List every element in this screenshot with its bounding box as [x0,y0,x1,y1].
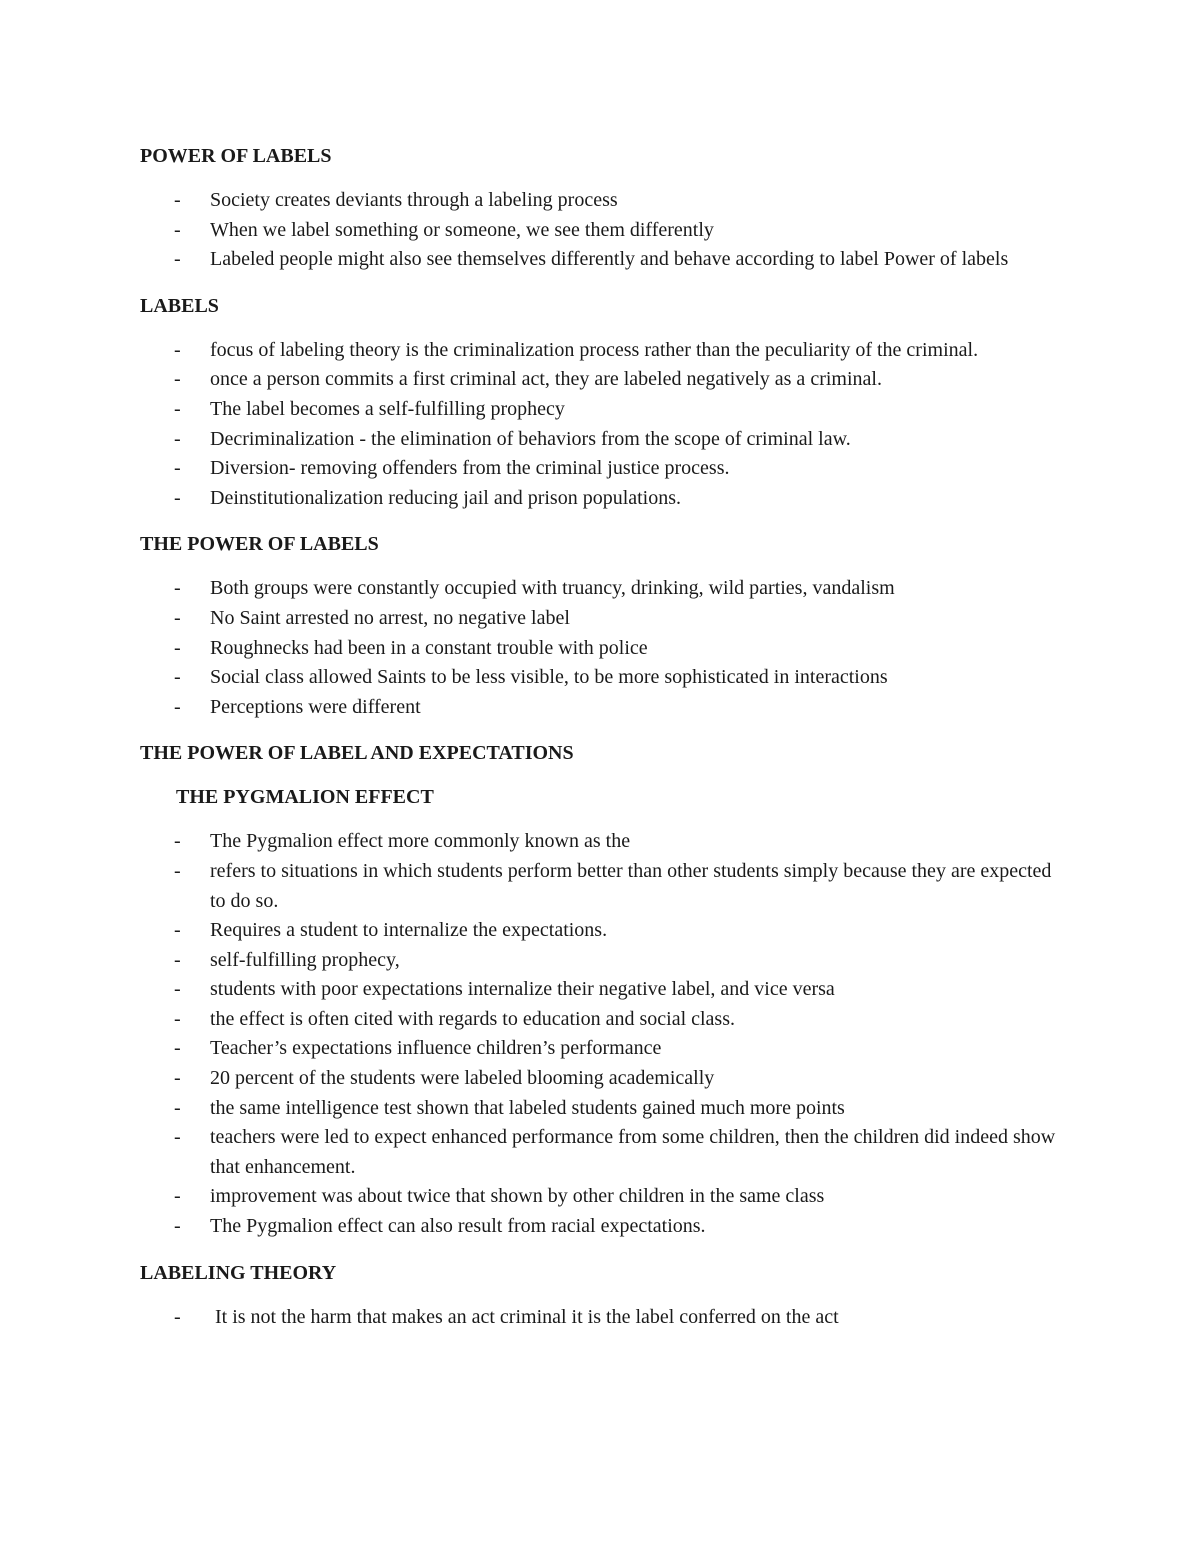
bullet-dash: - [174,577,181,600]
bullet-dash: - [174,606,181,629]
bullet-dash: - [174,636,181,659]
list-item: - No Saint arrested no arrest, no negative label [140,604,1060,634]
list-item: - The Pygmalion effect more commonly known as the [140,827,1060,857]
list-item: - Roughnecks had been in a constant trouble with police [140,634,1060,664]
bullet-dash: - [174,1215,181,1238]
list-item: - self-fulfilling prophecy, [140,946,1060,976]
list-item: - Social class allowed Saints to be less visible, to be more sophisticated in interactions [140,663,1060,693]
bullet-dash: - [174,1037,181,1060]
bullet-list-labeling-theory [140,1303,1060,1333]
list-item: - When we label something or someone, we see them differently [140,216,1060,246]
bullet-dash: - [174,948,181,971]
list-item: - Deinstitutionalization reducing jail and prison populations. [140,484,1060,514]
list-item: - 20 percent of the students were labeled blooming academically [140,1064,1060,1094]
section-heading-the-power-of-labels: THE POWER OF LABELS [140,533,379,556]
section-heading-power-of-labels: POWER OF LABELS [140,145,332,167]
bullet-list-power-of-labels [140,186,1060,275]
list-item: - refers to situations in which students perform better than other students simply because they are expected to do so. [140,857,1060,916]
list-item: - Requires a student to internalize the expectations. [140,916,1060,946]
section-heading-labeling-theory: LABELING THEORY [140,1261,337,1284]
list-item: - improvement was about twice that shown by other children in the same class [140,1182,1060,1212]
bullet-dash: - [174,338,181,361]
bullet-dash: - [174,189,181,211]
list-item: - Society creates deviants through a labeling process [140,186,1060,216]
list-item: - Perceptions were different [140,693,1060,723]
bullet-list-the-power-of-labels [140,574,1060,722]
bullet-dash: - [174,1067,181,1090]
bullet-dash: - [174,859,181,882]
list-item: - teachers were led to expect enhanced performance from some children, then the children did indeed show that enhancement. [140,1123,1060,1182]
bullet-dash: - [174,248,181,271]
list-item: - students with poor expectations internalize their negative label, and vice versa [140,975,1060,1005]
bullet-dash: - [174,695,181,718]
bullet-dash: - [174,1007,181,1030]
list-item: - the effect is often cited with regards to education and social class. [140,1005,1060,1035]
list-item: - The label becomes a self-fulfilling prophecy [140,395,1060,425]
section-heading-power-of-label-and-expectations: THE POWER OF LABEL AND EXPECTATIONS [140,742,574,765]
bullet-dash: - [174,368,181,391]
list-item: - Diversion- removing offenders from the criminal justice process. [140,454,1060,484]
list-item: - It is not the harm that makes an act criminal it is the label conferred on the act [140,1303,1060,1333]
list-item: - Decriminalization - the elimination of behaviors from the scope of criminal law. [140,425,1060,455]
list-item: - the same intelligence test shown that labeled students gained much more points [140,1094,1060,1124]
subheading-pygmalion-effect: THE PYGMALION EFFECT [176,786,434,809]
list-item: - Labeled people might also see themselves differently and behave according to label Power of labels [140,245,1060,275]
bullet-list-pygmalion-effect [140,827,1060,1241]
bullet-dash: - [174,486,181,509]
document-page [140,142,1060,1349]
bullet-dash: - [174,427,181,450]
bullet-dash: - [174,830,181,853]
bullet-dash: - [174,666,181,689]
list-item: - Teacher’s expectations influence children’s performance [140,1034,1060,1064]
bullet-dash: - [174,1096,181,1119]
list-item: - focus of labeling theory is the criminalization process rather than the peculiarity of the criminal. [140,336,1060,366]
bullet-dash: - [174,457,181,480]
bullet-dash: - [174,978,181,1001]
bullet-dash: - [174,919,181,942]
bullet-dash: - [174,1126,181,1149]
list-item: - The Pygmalion effect can also result from racial expectations. [140,1212,1060,1242]
list-item: - Both groups were constantly occupied with truancy, drinking, wild parties, vandalism [140,574,1060,604]
bullet-list-labels [140,336,1060,514]
list-item: - once a person commits a first criminal act, they are labeled negatively as a criminal. [140,365,1060,395]
bullet-dash: - [174,218,181,241]
bullet-dash: - [174,1185,181,1208]
bullet-dash: - [174,1305,181,1328]
bullet-dash: - [174,397,181,420]
section-heading-labels: LABELS [140,294,219,317]
